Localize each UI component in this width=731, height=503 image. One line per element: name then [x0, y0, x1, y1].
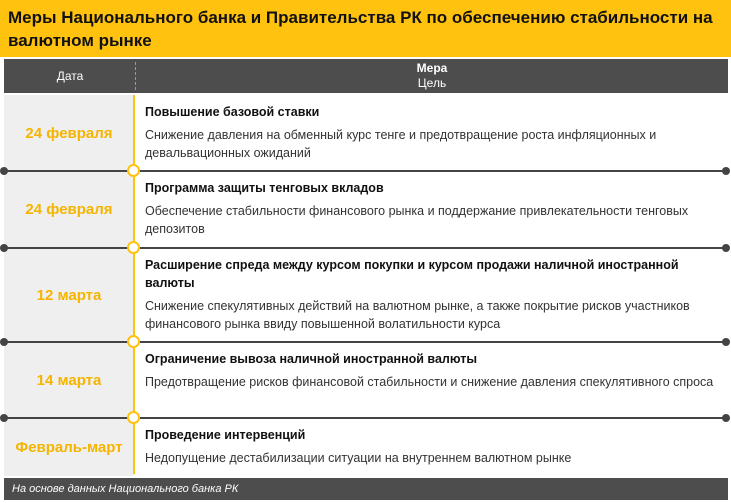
divider-end-dot [722, 167, 730, 175]
divider-end-dot [722, 338, 730, 346]
divider-end-dot [0, 414, 8, 422]
timeline-node [127, 335, 140, 348]
divider-end-dot [0, 244, 8, 252]
source-footer: На основе данных Национального банка РК [4, 478, 728, 500]
divider-end-dot [0, 167, 8, 175]
divider-end-dot [0, 338, 8, 346]
row-content [145, 179, 714, 238]
row-date: 24 февраля [4, 95, 134, 171]
table-row [4, 342, 728, 418]
row-date: 14 марта [4, 342, 134, 418]
timeline-node [127, 241, 140, 254]
divider-end-dot [722, 414, 730, 422]
table-row [4, 171, 728, 248]
row-date: 24 февраля [4, 171, 134, 248]
row-measure: Программа защиты тенговых вкладов [145, 181, 384, 195]
row-measure: Повышение базовой ставки [145, 105, 320, 119]
row-divider [4, 341, 728, 343]
table-header [4, 59, 728, 93]
header-measure-label: Мера [416, 61, 448, 75]
row-goal: Снижение давления на обменный курс тенге и предотвращение роста инфляционных и девальвационных ожиданий [145, 128, 657, 160]
row-goal: Недопущение дестабилизации ситуации на внутреннем валютном рынке [145, 451, 572, 465]
header-measure-cell [136, 59, 728, 93]
row-goal: Снижение спекулятивных действий на валютном рынке, а также покрытие рисков участников финансового рынка ввиду повышенной волатильности курса [145, 299, 690, 331]
row-measure: Расширение спреда между курсом покупки и курсом продажи наличной иностранной валюты [145, 258, 679, 290]
table-row [4, 95, 728, 171]
row-divider [4, 247, 728, 249]
row-goal: Обеспечение стабильности финансового рынка и поддержание привлекательности тенговых депозитов [145, 204, 689, 236]
row-date: 12 марта [4, 248, 134, 342]
row-measure: Ограничение вывоза наличной иностранной валюты [145, 352, 478, 366]
row-content [145, 426, 714, 467]
row-content [145, 256, 714, 333]
row-divider [4, 417, 728, 419]
table-row [4, 418, 728, 476]
timeline-node [127, 411, 140, 424]
header-date-label: Дата [56, 69, 84, 83]
header-goal-label: Цель [417, 76, 447, 90]
row-goal: Предотвращение рисков финансовой стабильности и снижение давления спекулятивного спроса [145, 375, 714, 389]
row-date: Февраль-март [4, 418, 134, 476]
row-measure: Проведение интервенций [145, 428, 306, 442]
row-divider [4, 170, 728, 172]
timeline-node [127, 164, 140, 177]
page-title: Меры Национального банка и Правительства РК по обеспечению стабильности на валютном рынке [0, 0, 731, 57]
table-row [4, 248, 728, 342]
row-content [145, 350, 714, 391]
divider-end-dot [722, 244, 730, 252]
row-content [145, 103, 714, 162]
